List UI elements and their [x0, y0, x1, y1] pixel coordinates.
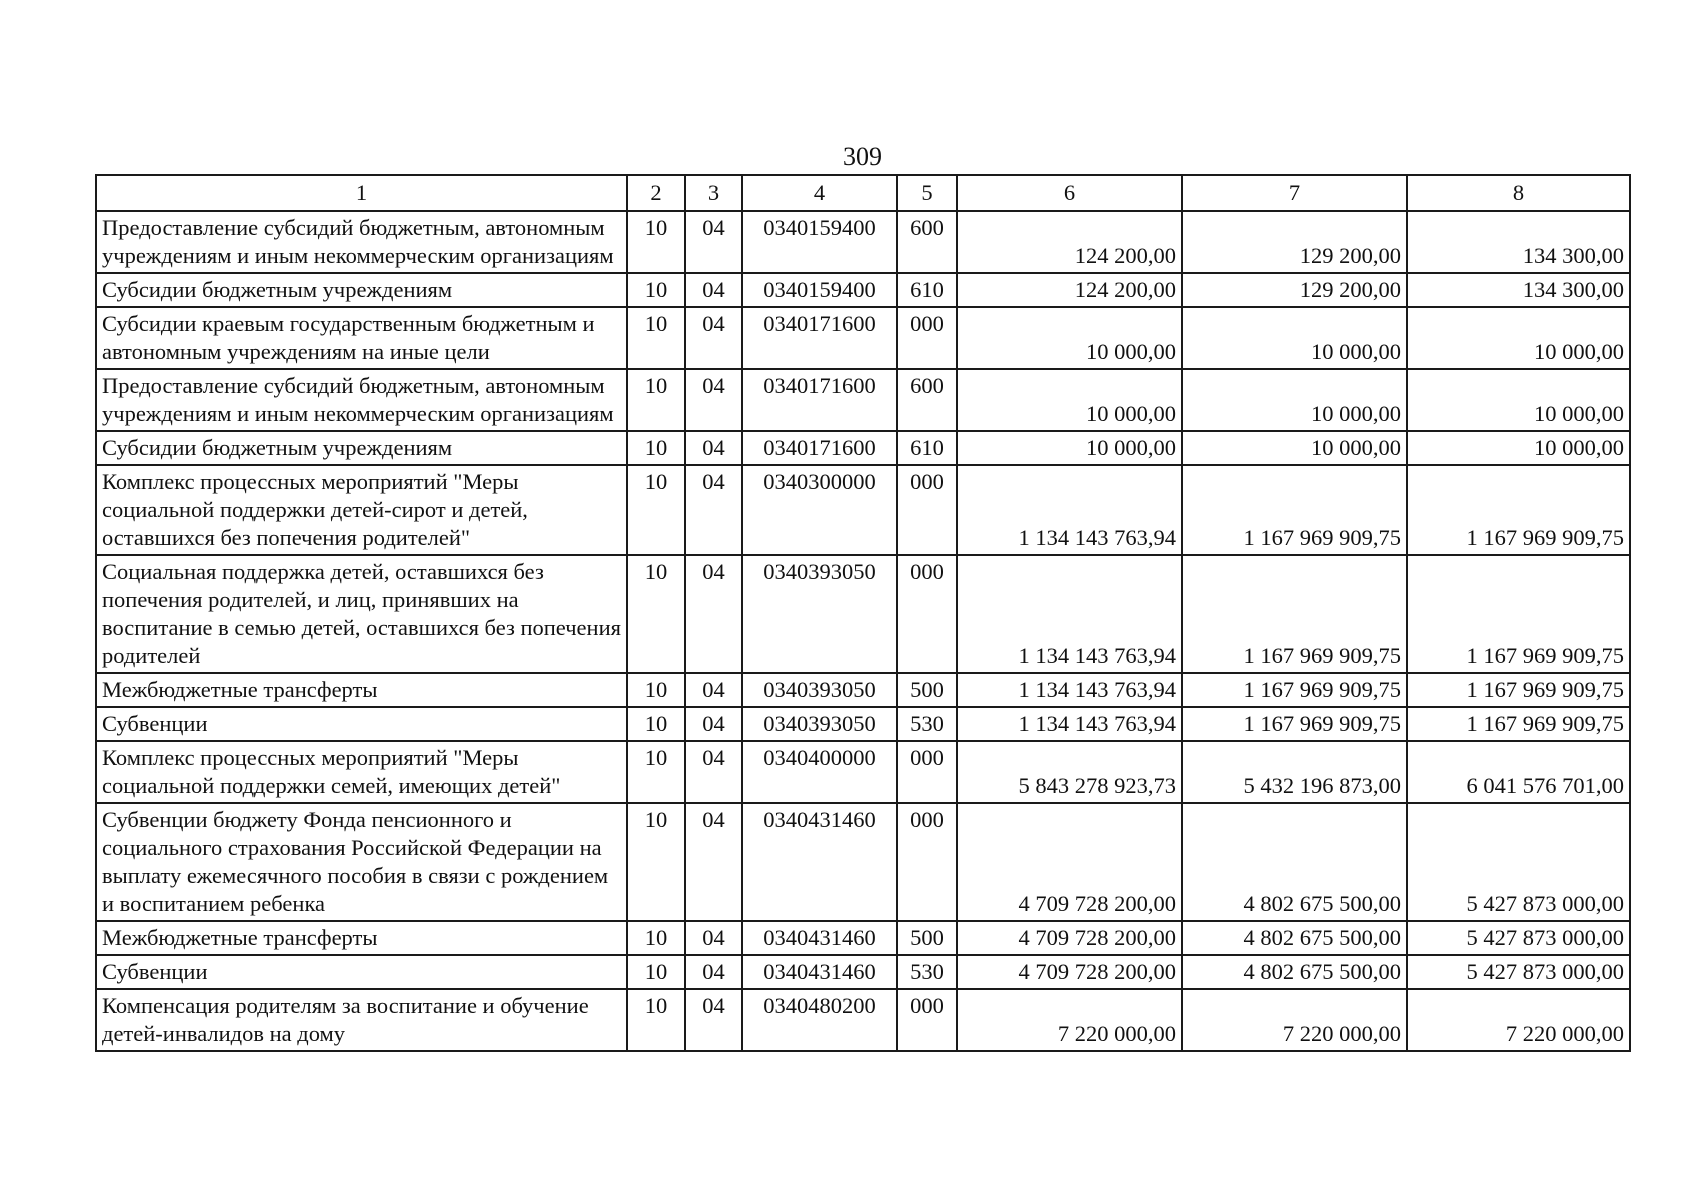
section-code: 10	[627, 555, 685, 673]
table-row	[96, 431, 1630, 465]
subsection-code: 04	[685, 273, 742, 307]
expense-type-code: 530	[897, 707, 957, 741]
row-name: Межбюджетные трансферты	[96, 673, 627, 707]
expense-type-code: 600	[897, 211, 957, 273]
header-cell-4: 4	[742, 175, 897, 211]
section-code: 10	[627, 465, 685, 555]
target-article-code: 0340171600	[742, 369, 897, 431]
amount-col7: 4 802 675 500,00	[1182, 803, 1407, 921]
amount-col8: 1 167 969 909,75	[1407, 555, 1630, 673]
section-code: 10	[627, 989, 685, 1051]
subsection-code: 04	[685, 211, 742, 273]
header-cell-1: 1	[96, 175, 627, 211]
section-code: 10	[627, 707, 685, 741]
row-name: Субсидии бюджетным учреждениям	[96, 431, 627, 465]
section-code: 10	[627, 211, 685, 273]
amount-col7: 10 000,00	[1182, 431, 1407, 465]
section-code: 10	[627, 673, 685, 707]
amount-col8: 134 300,00	[1407, 211, 1630, 273]
amount-col7: 1 167 969 909,75	[1182, 707, 1407, 741]
amount-col6: 4 709 728 200,00	[957, 803, 1182, 921]
table-row	[96, 707, 1630, 741]
subsection-code: 04	[685, 465, 742, 555]
header-cell-2: 2	[627, 175, 685, 211]
table-row	[96, 803, 1630, 921]
row-name: Комплекс процессных мероприятий "Меры социальной поддержки семей, имеющих детей"	[96, 741, 627, 803]
row-name: Социальная поддержка детей, оставшихся без попечения родителей, и лиц, принявших на воспитание в семью детей, оставшихся без попечения родителей	[96, 555, 627, 673]
table-row	[96, 465, 1630, 555]
amount-col8: 1 167 969 909,75	[1407, 465, 1630, 555]
expense-type-code: 500	[897, 921, 957, 955]
subsection-code: 04	[685, 369, 742, 431]
table-row	[96, 273, 1630, 307]
expense-type-code: 610	[897, 273, 957, 307]
amount-col6: 124 200,00	[957, 211, 1182, 273]
amount-col8: 5 427 873 000,00	[1407, 955, 1630, 989]
subsection-code: 04	[685, 803, 742, 921]
expense-type-code: 000	[897, 555, 957, 673]
amount-col8: 10 000,00	[1407, 431, 1630, 465]
amount-col6: 10 000,00	[957, 307, 1182, 369]
row-name: Комплекс процессных мероприятий "Меры социальной поддержки детей-сирот и детей, оставшихся без попечения родителей"	[96, 465, 627, 555]
amount-col8: 134 300,00	[1407, 273, 1630, 307]
subsection-code: 04	[685, 955, 742, 989]
amount-col7: 1 167 969 909,75	[1182, 555, 1407, 673]
table-row	[96, 369, 1630, 431]
amount-col8: 7 220 000,00	[1407, 989, 1630, 1051]
subsection-code: 04	[685, 989, 742, 1051]
section-code: 10	[627, 741, 685, 803]
row-name: Субвенции бюджету Фонда пенсионного и социального страхования Российской Федерации на выплату ежемесячного пособия в связи с рождением и воспитанием ребенка	[96, 803, 627, 921]
amount-col6: 4 709 728 200,00	[957, 921, 1182, 955]
table-row	[96, 955, 1630, 989]
table-row	[96, 989, 1630, 1051]
subsection-code: 04	[685, 707, 742, 741]
amount-col7: 10 000,00	[1182, 307, 1407, 369]
header-cell-7: 7	[1182, 175, 1407, 211]
table-row	[96, 673, 1630, 707]
page-number: 309	[843, 142, 882, 171]
row-name: Предоставление субсидий бюджетным, автономным учреждениям и иным некоммерческим организациям	[96, 369, 627, 431]
target-article-code: 0340159400	[742, 273, 897, 307]
row-name: Субвенции	[96, 955, 627, 989]
amount-col8: 10 000,00	[1407, 307, 1630, 369]
target-article-code: 0340171600	[742, 307, 897, 369]
amount-col8: 6 041 576 701,00	[1407, 741, 1630, 803]
expense-type-code: 000	[897, 989, 957, 1051]
budget-table	[95, 174, 1631, 1052]
table-row	[96, 921, 1630, 955]
amount-col6: 10 000,00	[957, 431, 1182, 465]
expense-type-code: 530	[897, 955, 957, 989]
target-article-code: 0340431460	[742, 955, 897, 989]
row-name: Субсидии бюджетным учреждениям	[96, 273, 627, 307]
amount-col7: 7 220 000,00	[1182, 989, 1407, 1051]
section-code: 10	[627, 273, 685, 307]
expense-type-code: 000	[897, 741, 957, 803]
amount-col7: 129 200,00	[1182, 211, 1407, 273]
target-article-code: 0340480200	[742, 989, 897, 1051]
expense-type-code: 600	[897, 369, 957, 431]
target-article-code: 0340393050	[742, 707, 897, 741]
subsection-code: 04	[685, 431, 742, 465]
row-name: Межбюджетные трансферты	[96, 921, 627, 955]
row-name: Предоставление субсидий бюджетным, автономным учреждениям и иным некоммерческим организациям	[96, 211, 627, 273]
expense-type-code: 000	[897, 307, 957, 369]
header-row	[96, 175, 1630, 211]
subsection-code: 04	[685, 741, 742, 803]
amount-col6: 1 134 143 763,94	[957, 465, 1182, 555]
header-cell-8: 8	[1407, 175, 1630, 211]
target-article-code: 0340393050	[742, 673, 897, 707]
amount-col7: 10 000,00	[1182, 369, 1407, 431]
subsection-code: 04	[685, 673, 742, 707]
table-row	[96, 307, 1630, 369]
target-article-code: 0340431460	[742, 921, 897, 955]
header-cell-6: 6	[957, 175, 1182, 211]
target-article-code: 0340300000	[742, 465, 897, 555]
expense-type-code: 000	[897, 803, 957, 921]
section-code: 10	[627, 431, 685, 465]
row-name: Компенсация родителям за воспитание и обучение детей-инвалидов на дому	[96, 989, 627, 1051]
amount-col6: 7 220 000,00	[957, 989, 1182, 1051]
amount-col7: 1 167 969 909,75	[1182, 673, 1407, 707]
section-code: 10	[627, 803, 685, 921]
amount-col6: 1 134 143 763,94	[957, 555, 1182, 673]
target-article-code: 0340159400	[742, 211, 897, 273]
table-row	[96, 211, 1630, 273]
section-code: 10	[627, 369, 685, 431]
section-code: 10	[627, 921, 685, 955]
table-row	[96, 741, 1630, 803]
amount-col7: 4 802 675 500,00	[1182, 921, 1407, 955]
expense-type-code: 500	[897, 673, 957, 707]
target-article-code: 0340400000	[742, 741, 897, 803]
amount-col6: 10 000,00	[957, 369, 1182, 431]
amount-col7: 5 432 196 873,00	[1182, 741, 1407, 803]
amount-col8: 1 167 969 909,75	[1407, 707, 1630, 741]
section-code: 10	[627, 955, 685, 989]
expense-type-code: 000	[897, 465, 957, 555]
target-article-code: 0340171600	[742, 431, 897, 465]
header-cell-3: 3	[685, 175, 742, 211]
subsection-code: 04	[685, 307, 742, 369]
subsection-code: 04	[685, 921, 742, 955]
table-row	[96, 555, 1630, 673]
amount-col8: 1 167 969 909,75	[1407, 673, 1630, 707]
amount-col6: 124 200,00	[957, 273, 1182, 307]
target-article-code: 0340431460	[742, 803, 897, 921]
expense-type-code: 610	[897, 431, 957, 465]
amount-col8: 10 000,00	[1407, 369, 1630, 431]
target-article-code: 0340393050	[742, 555, 897, 673]
header-cell-5: 5	[897, 175, 957, 211]
amount-col8: 5 427 873 000,00	[1407, 803, 1630, 921]
section-code: 10	[627, 307, 685, 369]
amount-col7: 4 802 675 500,00	[1182, 955, 1407, 989]
amount-col6: 4 709 728 200,00	[957, 955, 1182, 989]
amount-col8: 5 427 873 000,00	[1407, 921, 1630, 955]
row-name: Субсидии краевым государственным бюджетным и автономным учреждениям на иные цели	[96, 307, 627, 369]
amount-col7: 129 200,00	[1182, 273, 1407, 307]
amount-col7: 1 167 969 909,75	[1182, 465, 1407, 555]
amount-col6: 5 843 278 923,73	[957, 741, 1182, 803]
row-name: Субвенции	[96, 707, 627, 741]
amount-col6: 1 134 143 763,94	[957, 707, 1182, 741]
subsection-code: 04	[685, 555, 742, 673]
amount-col6: 1 134 143 763,94	[957, 673, 1182, 707]
